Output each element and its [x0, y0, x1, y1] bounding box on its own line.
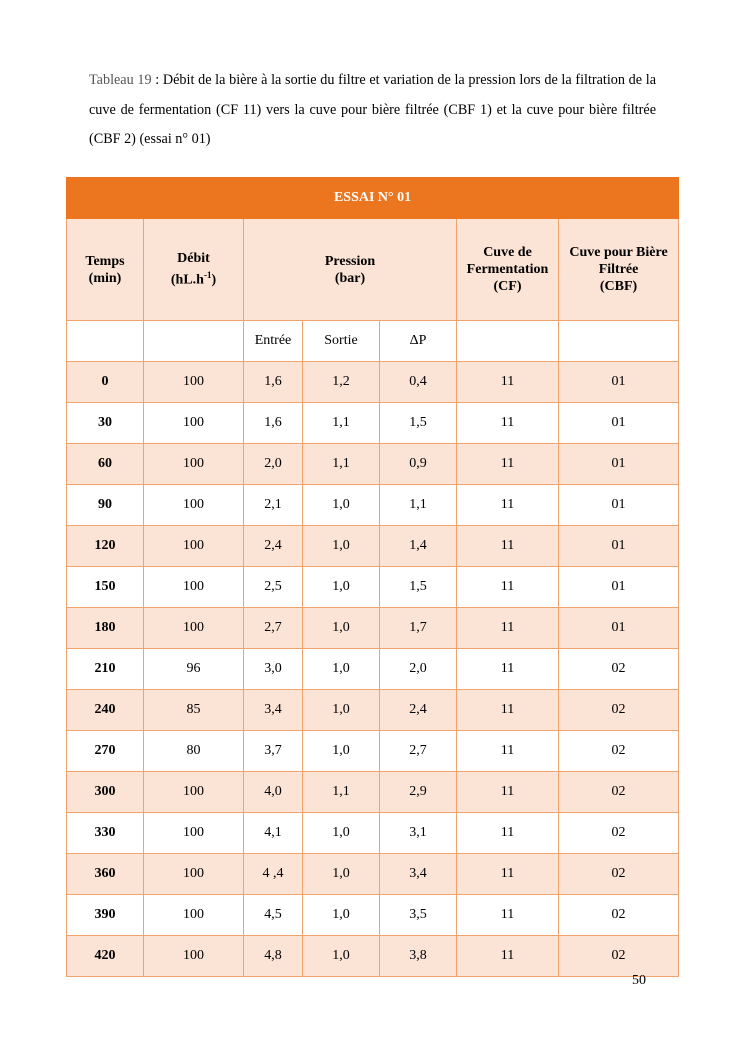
cell-debit: 96 [144, 649, 244, 690]
cell-debit: 100 [144, 936, 244, 977]
table-row [67, 403, 679, 444]
cell-temps: 90 [67, 485, 144, 526]
cell-cf: 11 [457, 649, 559, 690]
cell-sortie: 1,0 [303, 567, 380, 608]
cell-sortie: 1,0 [303, 854, 380, 895]
cell-cbf: 02 [559, 854, 679, 895]
cell-debit: 100 [144, 813, 244, 854]
cell-entree: 4,0 [244, 772, 303, 813]
cell-cf: 11 [457, 690, 559, 731]
cell-temps: 240 [67, 690, 144, 731]
cell-delta: 0,4 [380, 362, 457, 403]
page-number: 50 [632, 973, 646, 988]
cell-delta: 1,7 [380, 608, 457, 649]
cell-debit: 100 [144, 854, 244, 895]
cell-sortie: 1,2 [303, 362, 380, 403]
subheader-empty-temps [67, 321, 144, 362]
header-row [67, 219, 679, 321]
cell-cf: 11 [457, 608, 559, 649]
table-title: ESSAI N° 01 [67, 178, 679, 219]
cell-cf: 11 [457, 403, 559, 444]
cell-entree: 2,4 [244, 526, 303, 567]
table-row [67, 567, 679, 608]
header-cbf-l3: (CBF) [599, 279, 638, 294]
cell-cf: 11 [457, 895, 559, 936]
cell-cbf: 01 [559, 403, 679, 444]
cell-temps: 360 [67, 854, 144, 895]
cell-temps: 330 [67, 813, 144, 854]
cell-delta: 2,0 [380, 649, 457, 690]
cell-temps: 60 [67, 444, 144, 485]
data-table [66, 177, 679, 977]
cell-debit: 100 [144, 444, 244, 485]
cell-sortie: 1,0 [303, 608, 380, 649]
cell-entree: 2,0 [244, 444, 303, 485]
cell-cf: 11 [457, 854, 559, 895]
cell-sortie: 1,0 [303, 485, 380, 526]
cell-temps: 0 [67, 362, 144, 403]
header-temps-l2: (min) [88, 270, 122, 286]
subheader-entree: Entrée [244, 321, 303, 362]
table-row [67, 772, 679, 813]
cell-sortie: 1,0 [303, 649, 380, 690]
cell-sortie: 1,0 [303, 813, 380, 854]
cell-debit: 100 [144, 403, 244, 444]
cell-delta: 1,5 [380, 567, 457, 608]
cell-debit: 100 [144, 485, 244, 526]
cell-temps: 390 [67, 895, 144, 936]
cell-cf: 11 [457, 362, 559, 403]
cell-delta: 1,1 [380, 485, 457, 526]
header-cbf-l1: Cuve pour Bière [569, 245, 668, 260]
cell-temps: 270 [67, 731, 144, 772]
cell-cbf: 02 [559, 895, 679, 936]
header-cf [457, 219, 559, 321]
cell-delta: 1,5 [380, 403, 457, 444]
cell-cbf: 01 [559, 444, 679, 485]
cell-entree: 4 ,4 [244, 854, 303, 895]
header-temps [67, 219, 144, 321]
table-row [67, 854, 679, 895]
cell-temps: 30 [67, 403, 144, 444]
cell-temps: 300 [67, 772, 144, 813]
subheader-empty-cbf [559, 321, 679, 362]
header-pression-l2: (bar) [334, 270, 366, 286]
header-temps-l1: Temps [85, 253, 125, 269]
cell-delta: 3,8 [380, 936, 457, 977]
caption-label: Tableau 19 [89, 72, 152, 88]
cell-debit: 100 [144, 526, 244, 567]
cell-delta: 2,4 [380, 690, 457, 731]
table-title-row [67, 178, 679, 219]
cell-cf: 11 [457, 567, 559, 608]
table-row [67, 649, 679, 690]
cell-entree: 1,6 [244, 362, 303, 403]
cell-delta: 0,9 [380, 444, 457, 485]
cell-entree: 4,8 [244, 936, 303, 977]
cell-cf: 11 [457, 936, 559, 977]
table-row [67, 362, 679, 403]
cell-cbf: 02 [559, 731, 679, 772]
header-pression [244, 219, 457, 321]
table-row [67, 485, 679, 526]
header-cbf [559, 219, 679, 321]
header-debit-sup: -1 [203, 270, 212, 281]
cell-cf: 11 [457, 485, 559, 526]
cell-debit: 100 [144, 895, 244, 936]
cell-debit: 100 [144, 772, 244, 813]
table-row [67, 690, 679, 731]
table-row [67, 608, 679, 649]
cell-sortie: 1,0 [303, 690, 380, 731]
cell-entree: 2,7 [244, 608, 303, 649]
cell-cbf: 01 [559, 567, 679, 608]
cell-entree: 4,5 [244, 895, 303, 936]
cell-temps: 180 [67, 608, 144, 649]
cell-cf: 11 [457, 731, 559, 772]
cell-temps: 120 [67, 526, 144, 567]
cell-entree: 1,6 [244, 403, 303, 444]
cell-sortie: 1,1 [303, 772, 380, 813]
cell-sortie: 1,0 [303, 526, 380, 567]
caption-text: : Débit de la bière à la sortie du filtre et variation de la pression lors de la filtration de la cuve de fermentation (CF 11) vers la cuve pour bière filtrée (CBF 1) et la cuve pour bière filtrée (CBF 2) (essai n° 01) [89, 72, 656, 147]
cell-debit: 80 [144, 731, 244, 772]
cell-cbf: 01 [559, 362, 679, 403]
cell-cbf: 02 [559, 813, 679, 854]
table-row [67, 895, 679, 936]
table-row [67, 936, 679, 977]
cell-delta: 3,4 [380, 854, 457, 895]
header-cf-l1: Cuve de [483, 245, 532, 260]
cell-entree: 2,1 [244, 485, 303, 526]
subheader-row [67, 321, 679, 362]
header-cf-l2: Fermentation [466, 262, 549, 277]
cell-entree: 3,7 [244, 731, 303, 772]
cell-sortie: 1,0 [303, 731, 380, 772]
header-debit-l2: (hL.h [170, 272, 204, 288]
cell-temps: 420 [67, 936, 144, 977]
table-row [67, 526, 679, 567]
header-pression-l1: Pression [324, 253, 376, 269]
header-cf-l3: (CF) [493, 279, 522, 294]
cell-debit: 85 [144, 690, 244, 731]
cell-debit: 100 [144, 567, 244, 608]
cell-cbf: 01 [559, 608, 679, 649]
table-row [67, 444, 679, 485]
cell-temps: 150 [67, 567, 144, 608]
cell-entree: 3,4 [244, 690, 303, 731]
subheader-empty-cf [457, 321, 559, 362]
cell-sortie: 1,0 [303, 936, 380, 977]
cell-cf: 11 [457, 444, 559, 485]
subheader-sortie: Sortie [303, 321, 380, 362]
cell-entree: 2,5 [244, 567, 303, 608]
cell-temps: 210 [67, 649, 144, 690]
cell-delta: 3,1 [380, 813, 457, 854]
subheader-empty-debit [144, 321, 244, 362]
cell-cbf: 02 [559, 936, 679, 977]
table-row [67, 813, 679, 854]
cell-cbf: 01 [559, 485, 679, 526]
cell-sortie: 1,1 [303, 444, 380, 485]
header-debit [144, 219, 244, 321]
cell-cf: 11 [457, 813, 559, 854]
subheader-delta: ΔP [380, 321, 457, 362]
cell-debit: 100 [144, 362, 244, 403]
cell-delta: 2,9 [380, 772, 457, 813]
table-row [67, 731, 679, 772]
cell-cbf: 02 [559, 649, 679, 690]
cell-cf: 11 [457, 526, 559, 567]
cell-cbf: 02 [559, 690, 679, 731]
cell-entree: 3,0 [244, 649, 303, 690]
header-debit-l1: Débit [177, 251, 210, 267]
cell-debit: 100 [144, 608, 244, 649]
header-debit-close: ) [211, 272, 217, 288]
cell-cf: 11 [457, 772, 559, 813]
cell-cbf: 01 [559, 526, 679, 567]
cell-delta: 1,4 [380, 526, 457, 567]
table-caption [89, 66, 656, 155]
cell-sortie: 1,1 [303, 403, 380, 444]
cell-sortie: 1,0 [303, 895, 380, 936]
cell-cbf: 02 [559, 772, 679, 813]
cell-delta: 2,7 [380, 731, 457, 772]
header-cbf-l2: Filtrée [598, 262, 639, 277]
cell-entree: 4,1 [244, 813, 303, 854]
cell-delta: 3,5 [380, 895, 457, 936]
